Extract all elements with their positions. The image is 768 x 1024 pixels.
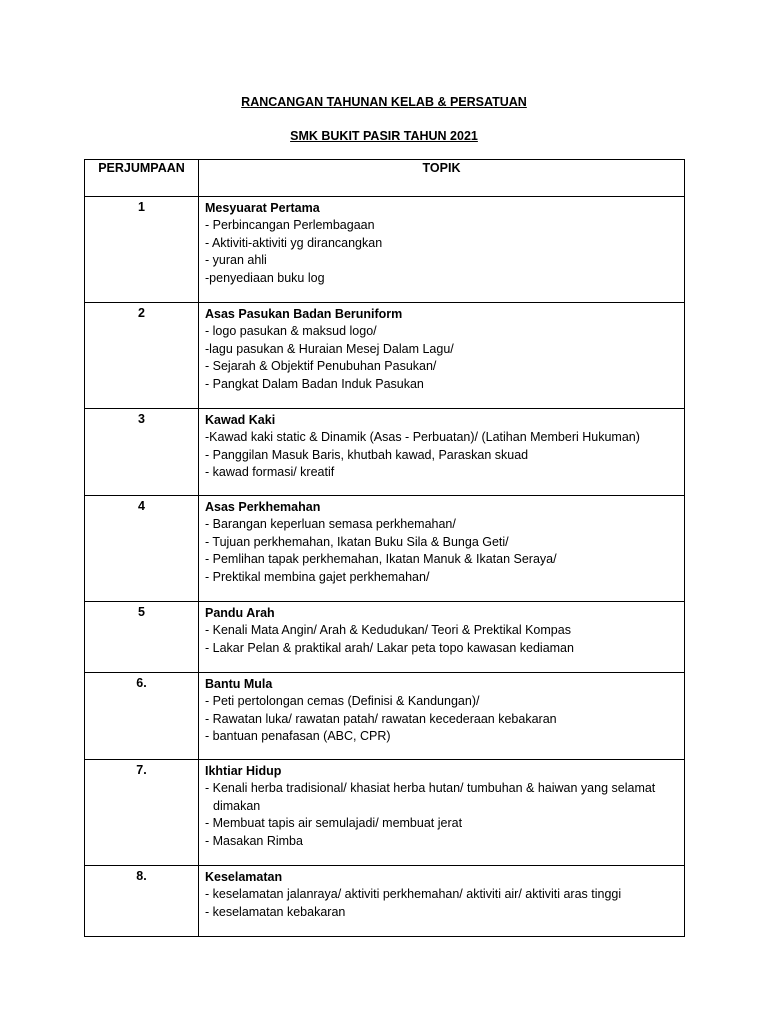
topic-item: - Peti pertolongan cemas (Definisi & Kandungan)/ [205, 694, 480, 709]
topic-item: - logo pasukan & maksud logo/ [205, 324, 377, 339]
topic-cell [199, 866, 685, 937]
table-row [85, 673, 685, 760]
topic-item: - kawad formasi/ kreatif [205, 465, 335, 480]
topic-title: Keselamatan [205, 870, 283, 884]
topic-item: - Panggilan Masuk Baris, khutbah kawad, Paraskan skuad [205, 447, 529, 462]
topic-item: - Kenali Mata Angin/ Arah & Kedudukan/ Teori & Prektikal Kompas [205, 623, 571, 638]
topic-cell [199, 602, 685, 673]
table-header-row [85, 160, 685, 197]
topic-title: Asas Pasukan Badan Beruniform [205, 307, 403, 321]
topic-item: - Kenali herba tradisional/ khasiat herba hutan/ tumbuhan & haiwan yang selamat dimakan [205, 781, 656, 813]
table-row [85, 303, 685, 409]
topic-title: Bantu Mula [205, 677, 273, 691]
table-row [85, 866, 685, 937]
topic-item: - Pangkat Dalam Badan Induk Pasukan [205, 376, 424, 391]
meeting-number: 1 [85, 197, 199, 303]
topic-title: Kawad Kaki [205, 413, 276, 427]
table-row [85, 409, 685, 496]
topic-cell [199, 496, 685, 602]
topic-cell [199, 409, 685, 496]
topic-item: -penyediaan buku log [205, 270, 325, 285]
meeting-number: 6. [85, 673, 199, 760]
topic-title: Pandu Arah [205, 606, 275, 620]
meeting-number: 3 [85, 409, 199, 496]
table-row [85, 602, 685, 673]
topic-item: -lagu pasukan & Huraian Mesej Dalam Lagu/ [205, 341, 454, 356]
meeting-number: 4 [85, 496, 199, 602]
topic-title: Asas Perkhemahan [205, 500, 321, 514]
table-body [85, 197, 685, 937]
topic-item: - Prektikal membina gajet perkhemahan/ [205, 569, 430, 584]
topic-item: - keselamatan kebakaran [205, 904, 346, 919]
topic-item: - keselamatan jalanraya/ aktiviti perkhemahan/ aktiviti air/ aktiviti aras tinggi [205, 887, 622, 902]
meeting-number: 8. [85, 866, 199, 937]
topic-item: - yuran ahli [205, 253, 267, 268]
topic-item: - Membuat tapis air semulajadi/ membuat jerat [205, 816, 463, 831]
topic-item: - Tujuan perkhemahan, Ikatan Buku Sila & Bunga Geti/ [205, 534, 509, 549]
topic-item: - Perbincangan Perlembagaan [205, 218, 375, 233]
header-topic: TOPIK [199, 160, 685, 197]
topic-item: - Sejarah & Objektif Penubuhan Pasukan/ [205, 359, 437, 374]
topic-item: - bantuan penafasan (ABC, CPR) [205, 729, 391, 744]
topic-title: Mesyuarat Pertama [205, 201, 320, 215]
meeting-number: 5 [85, 602, 199, 673]
document-subtitle: SMK BUKIT PASIR TAHUN 2021 [290, 129, 478, 143]
topic-item: -Kawad kaki static & Dinamik (Asas - Perbuatan)/ (Latihan Memberi Hukuman) [205, 430, 640, 445]
schedule-table [84, 159, 685, 937]
topic-item: - Masakan Rimba [205, 833, 303, 848]
document-title: RANCANGAN TAHUNAN KELAB & PERSATUAN [241, 95, 527, 109]
topic-item: - Rawatan luka/ rawatan patah/ rawatan kecederaan kebakaran [205, 711, 557, 726]
topic-title: Ikhtiar Hidup [205, 764, 282, 778]
topic-cell [199, 673, 685, 760]
topic-cell [199, 197, 685, 303]
topic-cell [199, 303, 685, 409]
topic-item: - Pemlihan tapak perkhemahan, Ikatan Manuk & Ikatan Seraya/ [205, 552, 557, 567]
meeting-number: 7. [85, 760, 199, 866]
header-meeting: PERJUMPAAN [85, 160, 199, 197]
table-row [85, 760, 685, 866]
table-row [85, 496, 685, 602]
meeting-number: 2 [85, 303, 199, 409]
table-row [85, 197, 685, 303]
topic-item: - Barangan keperluan semasa perkhemahan/ [205, 517, 456, 532]
topic-item: - Aktiviti-aktiviti yg dirancangkan [205, 235, 383, 250]
topic-item: - Lakar Pelan & praktikal arah/ Lakar peta topo kawasan kediaman [205, 640, 574, 655]
topic-cell [199, 760, 685, 866]
